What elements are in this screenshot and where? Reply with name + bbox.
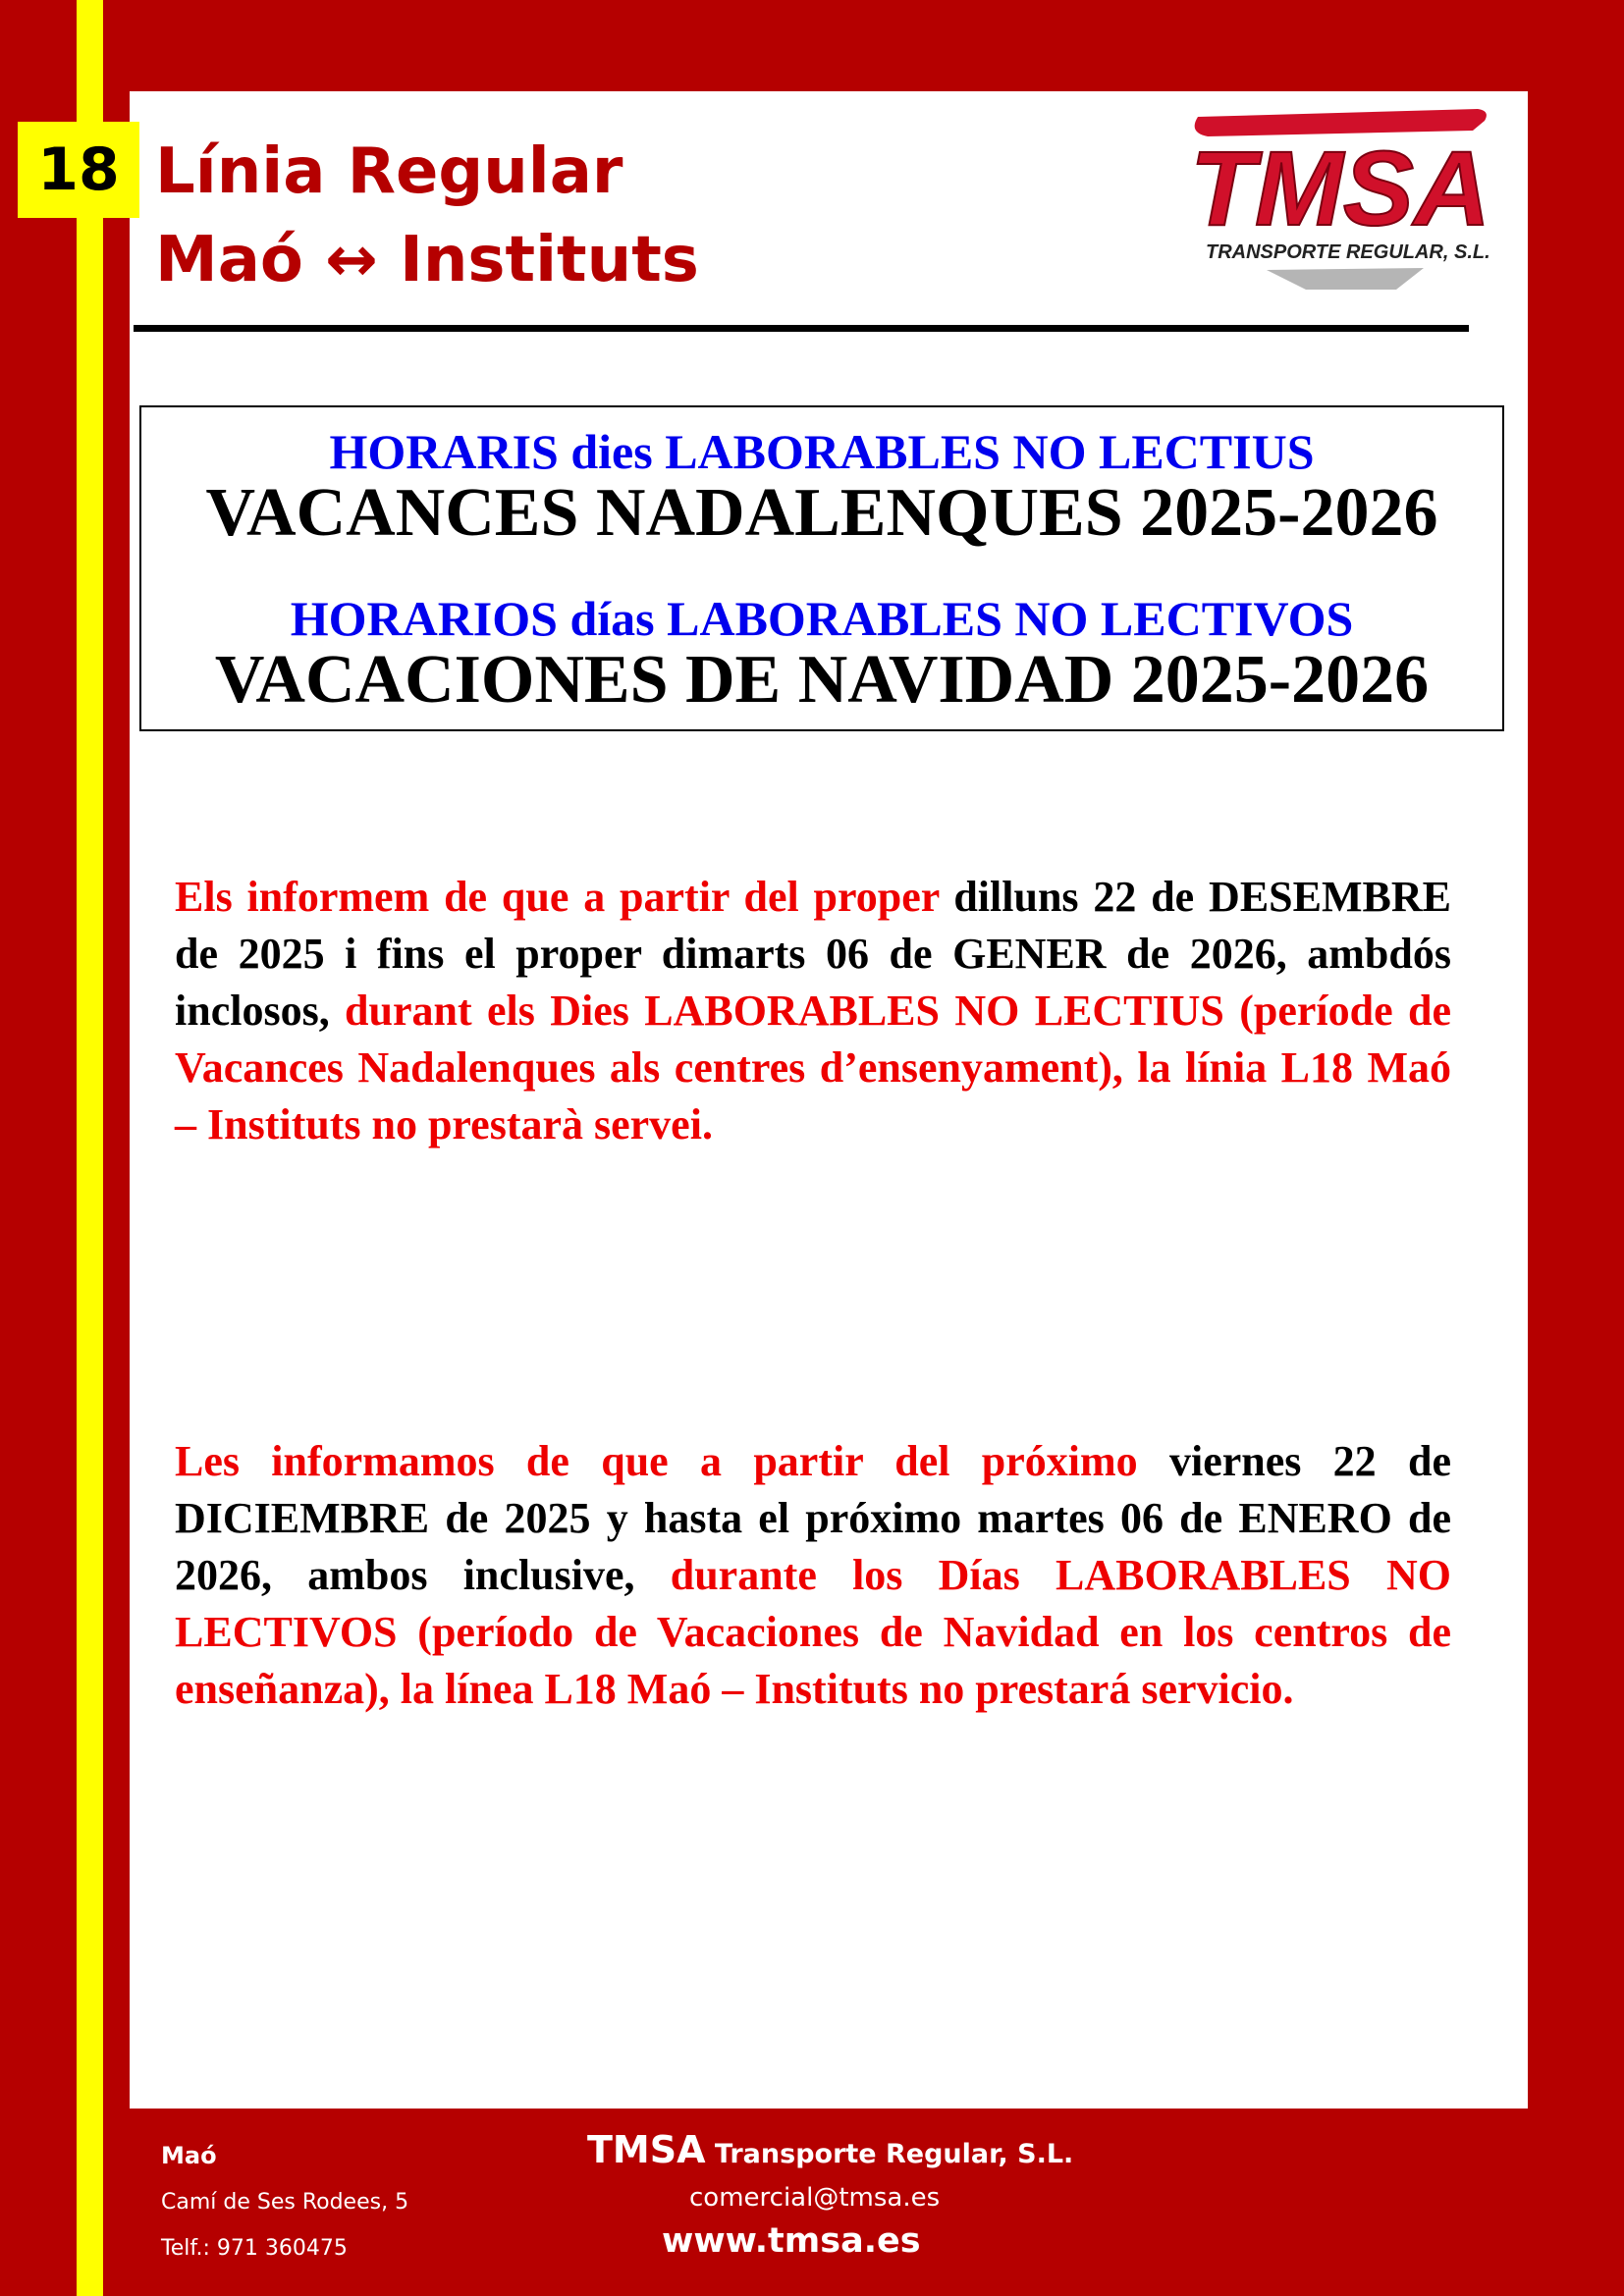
schedule-notice-box [139,405,1504,731]
footer-address: Camí de Ses Rodees, 5 [161,2190,409,2215]
footer-email-link[interactable]: comercial@tmsa.es [689,2183,941,2213]
header-rule [134,325,1469,332]
notice-title-es: VACACIONES DE NAVIDAD 2025-2026 [214,642,1430,718]
footer [130,2109,1624,2296]
page-title-line1: Línia Regular [155,135,623,208]
footer-city: Maó [161,2142,217,2169]
logo-shadow [1267,268,1424,290]
page-title-line2: Maó ↔ Instituts [155,224,699,296]
notice-paragraph-es [175,1433,1451,1718]
logo-subtitle: TRANSPORTE REGULAR, S.L. [1206,241,1490,263]
footer-company-name: Transporte Regular, S.L. [705,2139,1074,2169]
tmsa-logo [1178,103,1492,294]
left-red-border [0,0,77,2296]
red-band [103,0,130,2296]
paragraph-ca-detail: durant els Dies LABORABLES NO LECTIUS (període de Vacances Nadalenques als centres d’ensenyament), la línia L18 Maó – Instituts no prestarà servei. [175,987,1451,1148]
paragraph-ca-dates: dilluns 22 de DESEMBRE de 2025 i fins el proper dimarts 06 de GENER de 2026, ambdós inclosos, [175,873,1451,1035]
logo-brand: TMSA [1190,129,1490,247]
notice-title-ca: VACANCES NADALENQUES 2025-2026 [205,475,1438,551]
yellow-stripe [77,0,103,2296]
paragraph-es-detail: durante los Días LABORABLES NO LECTIVOS (período de Vacaciones de Navidad en los centros de enseñanza), la línea L18 Maó – Instituts no prestará servicio. [175,1551,1451,1713]
footer-website-link[interactable]: www.tmsa.es [662,2221,921,2261]
footer-company-brand: TMSA [587,2128,706,2171]
paragraph-es-intro: Les informamos de que a partir del próximo [175,1437,1138,1485]
paragraph-ca-intro: Els informem de que a partir del proper [175,873,940,921]
notice-heading-es: HORARIOS días LABORABLES NO LECTIVOS [290,591,1354,646]
footer-company [587,2128,1073,2171]
notice-paragraph-ca [175,869,1451,1153]
paragraph-es-dates: viernes 22 de DICIEMBRE de 2025 y hasta el próximo martes 06 de ENERO de 2026, ambos inclusive, [175,1437,1451,1599]
line-number-badge: 18 [18,122,139,218]
notice-heading-ca: HORARIS dies LABORABLES NO LECTIUS [329,424,1315,479]
footer-phone: Telf.: 971 360475 [161,2236,348,2261]
